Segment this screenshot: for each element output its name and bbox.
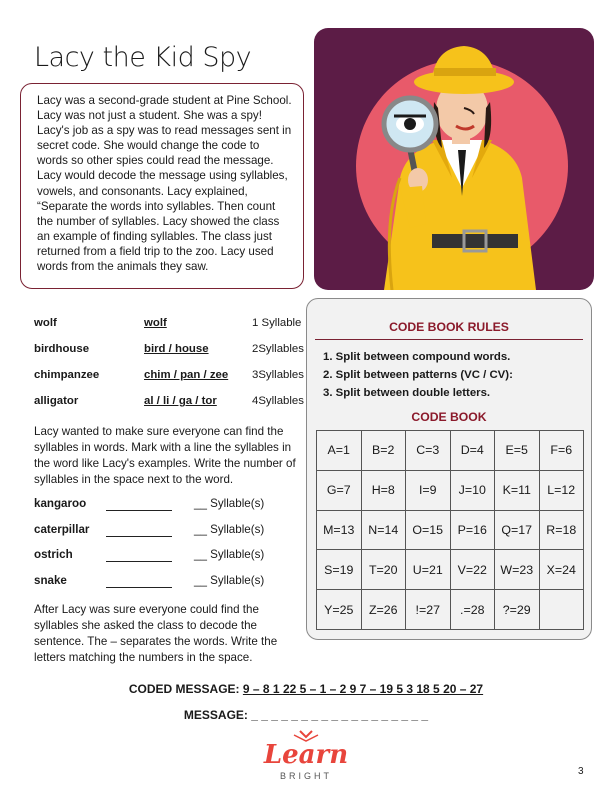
- logo-subtitle: BRIGHT: [279, 771, 333, 781]
- code-cell: T=20: [362, 550, 407, 590]
- decode-instructions: After Lacy was sure everyone could find the syllables she asked the class to decode the sentence. The – separates the words. Write the letters matching the numbers in the space.: [34, 603, 278, 664]
- rule-item: 1. Split between compound words.: [323, 351, 511, 363]
- example-word: alligator: [34, 395, 79, 407]
- page-title: Lacy the Kid Spy: [34, 42, 252, 73]
- example-count: 1 Syllable: [252, 317, 302, 329]
- code-cell: X=24: [540, 550, 585, 590]
- code-cell: J=10: [451, 471, 496, 511]
- coded-message-value: 9 – 8 1 22 5 – 1 – 2 9 7 – 19 5 3 18 5 20 – 27: [242, 682, 484, 696]
- example-row: [34, 343, 302, 369]
- example-split: bird / house: [144, 343, 209, 355]
- code-cell: Y=25: [317, 590, 362, 630]
- code-cell: U=21: [406, 550, 451, 590]
- example-split: wolf: [144, 317, 167, 329]
- practice-list: [34, 497, 300, 599]
- syllable-instructions: Lacy wanted to make sure everyone can find the syllables in words. Mark with a line the syllables in the word like Lacy's examples. Write the number of syllables in the space next to the word.: [34, 425, 296, 486]
- code-cell: M=13: [317, 511, 362, 551]
- code-cell: R=18: [540, 511, 585, 551]
- code-cell: G=7: [317, 471, 362, 511]
- syllable-count-blank[interactable]: __ Syllable(s): [194, 548, 265, 561]
- practice-word: snake: [34, 573, 67, 587]
- code-cell: !=27: [406, 590, 451, 630]
- code-cell: E=5: [495, 431, 540, 471]
- code-cell: D=4: [451, 431, 496, 471]
- code-cell: C=3: [406, 431, 451, 471]
- rule-item: 3. Split between double letters.: [323, 387, 491, 399]
- example-split: chim / pan / zee: [144, 369, 229, 381]
- answer-blank[interactable]: [106, 548, 172, 562]
- message-label: MESSAGE:: [183, 708, 248, 722]
- syllable-count-blank[interactable]: __ Syllable(s): [194, 573, 265, 587]
- code-cell: K=11: [495, 471, 540, 511]
- practice-row: [34, 497, 300, 523]
- example-count: 4Syllables: [252, 395, 304, 407]
- code-book-title: CODE BOOK: [411, 410, 487, 424]
- code-cell: W=23: [495, 550, 540, 590]
- practice-word: kangaroo: [34, 497, 87, 510]
- code-cell: L=12: [540, 471, 585, 511]
- code-book-rules-title: CODE BOOK RULES: [389, 320, 509, 334]
- example-list: [34, 317, 302, 421]
- example-count: 3Syllables: [252, 369, 304, 381]
- spy-illustration: [314, 28, 594, 290]
- example-split: al / li / ga / tor: [144, 395, 217, 407]
- code-cell: B=2: [362, 431, 407, 471]
- code-cell: N=14: [362, 511, 407, 551]
- example-row: [34, 369, 302, 395]
- code-cell: Q=17: [495, 511, 540, 551]
- syllable-count-blank[interactable]: __ Syllable(s): [194, 497, 265, 510]
- example-row: [34, 317, 302, 343]
- message-answer: [0, 708, 612, 722]
- story-box: Lacy was a second-grade student at Pine School. Lacy was not just a student. She was a spy! Lacy's job as a spy was to read messages sent in secret code. She would change the code to words so other spies could read the message. Lacy would decode the message using syllables, vowels, and consonants. Lacy explained, “Separate the words into syllables. Then count the number of syllables. Lacy showed the class an example of finding syllables. The class just returned from a field trip to the zoo. Lacy used words from the animals they saw.: [20, 83, 304, 289]
- answer-blank[interactable]: [106, 523, 172, 537]
- answer-blank[interactable]: [106, 574, 172, 588]
- coded-message: [0, 682, 612, 696]
- syllable-count-blank[interactable]: __ Syllable(s): [194, 522, 265, 536]
- coded-message-label: CODED MESSAGE:: [128, 682, 240, 696]
- code-cell: P=16: [451, 511, 496, 551]
- code-book-rules: [323, 348, 513, 402]
- code-cell: V=22: [451, 550, 496, 590]
- practice-word: caterpillar: [34, 522, 90, 536]
- practice-row: [34, 548, 300, 574]
- code-cell: ?=29: [495, 590, 540, 630]
- message-blanks[interactable]: _ _ _ _ _ _ _ _ _ _ _ _ _ _ _ _ _ _: [251, 708, 429, 722]
- code-cell: H=8: [362, 471, 407, 511]
- example-word: birdhouse: [34, 343, 90, 355]
- divider: [315, 339, 583, 340]
- code-book-panel: [306, 298, 592, 640]
- answer-blank[interactable]: [106, 497, 172, 511]
- code-cell: I=9: [406, 471, 451, 511]
- code-cell: A=1: [317, 431, 362, 471]
- practice-row: [34, 523, 300, 549]
- code-cell-empty: [540, 590, 585, 630]
- example-row: [34, 395, 302, 421]
- code-cell: F=6: [540, 431, 585, 471]
- practice-word: ostrich: [34, 548, 73, 561]
- rule-item: 2. Split between patterns (VC / CV):: [323, 369, 513, 381]
- code-cell: S=19: [317, 550, 362, 590]
- code-cell: O=15: [406, 511, 451, 551]
- learn-bright-logo: [250, 727, 362, 783]
- page-number: 3: [578, 766, 584, 777]
- logo-wordmark: Learn: [263, 740, 349, 770]
- code-cell: .=28: [451, 590, 496, 630]
- code-cell: Z=26: [362, 590, 407, 630]
- example-word: wolf: [34, 317, 57, 329]
- code-book-grid: [316, 430, 584, 630]
- example-count: 2Syllables: [252, 343, 304, 355]
- practice-row: [34, 574, 300, 600]
- example-word: chimpanzee: [34, 369, 100, 381]
